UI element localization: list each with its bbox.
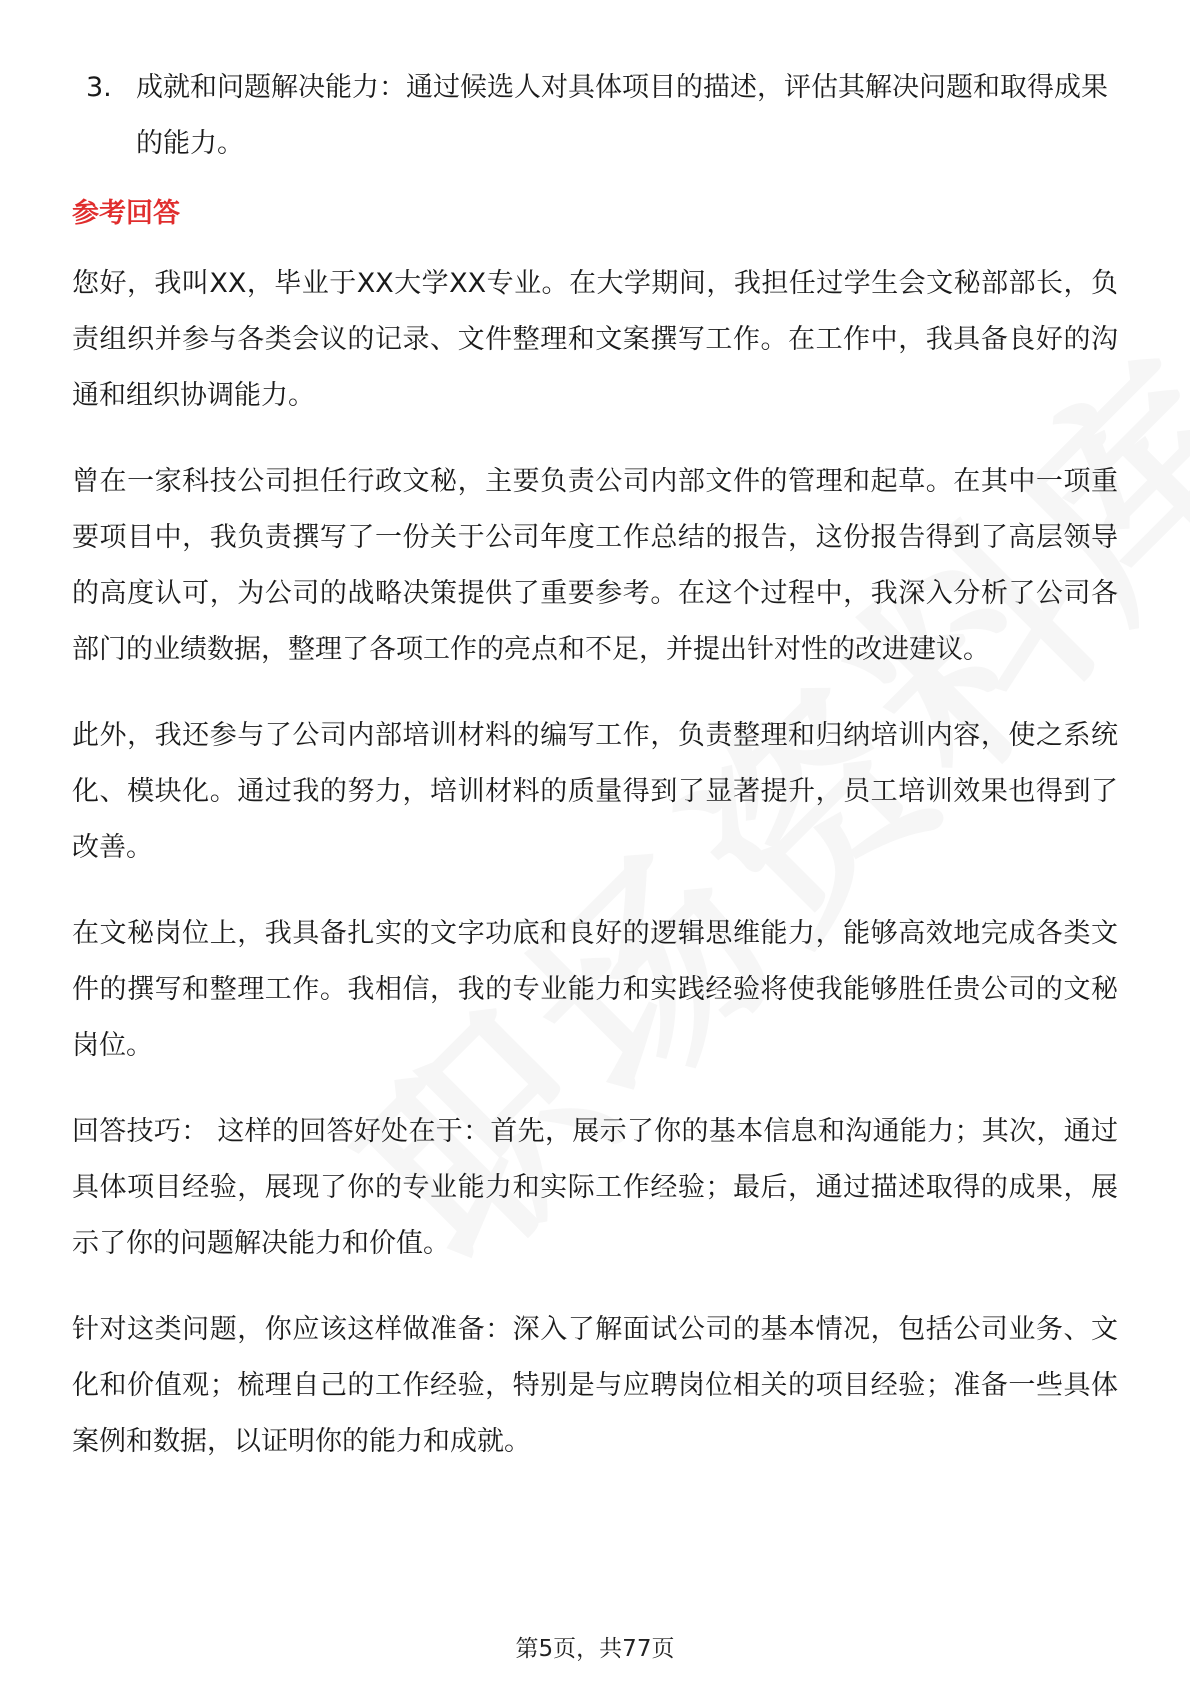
paragraph-preparation: 针对这类问题，你应该这样做准备：深入了解面试公司的基本情况，包括公司业务、文化和价值观；梳理自己的工作经验，特别是与应聘岗位相关的项目经验；准备一些具体案例和数据，以证明你的能力和成就。	[72, 1314, 1118, 1457]
section-heading: 参考回答	[72, 198, 180, 229]
list-item-text: 成就和问题解决能力：通过候选人对具体项目的描述，评估其解决问题和取得成果的能力。	[136, 72, 1108, 159]
paragraph-project: 曾在一家科技公司担任行政文秘，主要负责公司内部文件的管理和起草。在其中一项重要项目中，我负责撰写了一份关于公司年度工作总结的报告，这份报告得到了高层领导的高度认可，为公司的战略决策提供了重要参考。在这个过程中，我深入分析了公司各部门的业绩数据，整理了各项工作的亮点和不足，并提出针对性的改进建议。	[72, 466, 1118, 665]
document-page	[72, 60, 1118, 1500]
paragraph-intro: 您好，我叫XX，毕业于XX大学XX专业。在大学期间，我担任过学生会文秘部部长，负责组织并参与各类会议的记录、文件整理和文案撰写工作。在工作中，我具备良好的沟通和组织协调能力。	[72, 268, 1118, 411]
paragraph-training: 此外，我还参与了公司内部培训材料的编写工作，负责整理和归纳培训内容，使之系统化、模块化。通过我的努力，培训材料的质量得到了显著提升，员工培训效果也得到了改善。	[72, 720, 1118, 863]
paragraph-summary: 在文秘岗位上，我具备扎实的文字功底和良好的逻辑思维能力，能够高效地完成各类文件的撰写和整理工作。我相信，我的专业能力和实践经验将使我能够胜任贵公司的文秘岗位。	[72, 918, 1118, 1061]
list-item-number: 3.	[86, 72, 112, 103]
paragraph-tips: 回答技巧： 这样的回答好处在于：首先，展示了你的基本信息和沟通能力；其次，通过具体项目经验，展现了你的专业能力和实际工作经验；最后，通过描述取得的成果，展示了你的问题解决能力和价值。	[72, 1116, 1118, 1259]
page-footer: 第5页，共77页	[515, 1636, 675, 1662]
list-item	[72, 60, 1118, 172]
